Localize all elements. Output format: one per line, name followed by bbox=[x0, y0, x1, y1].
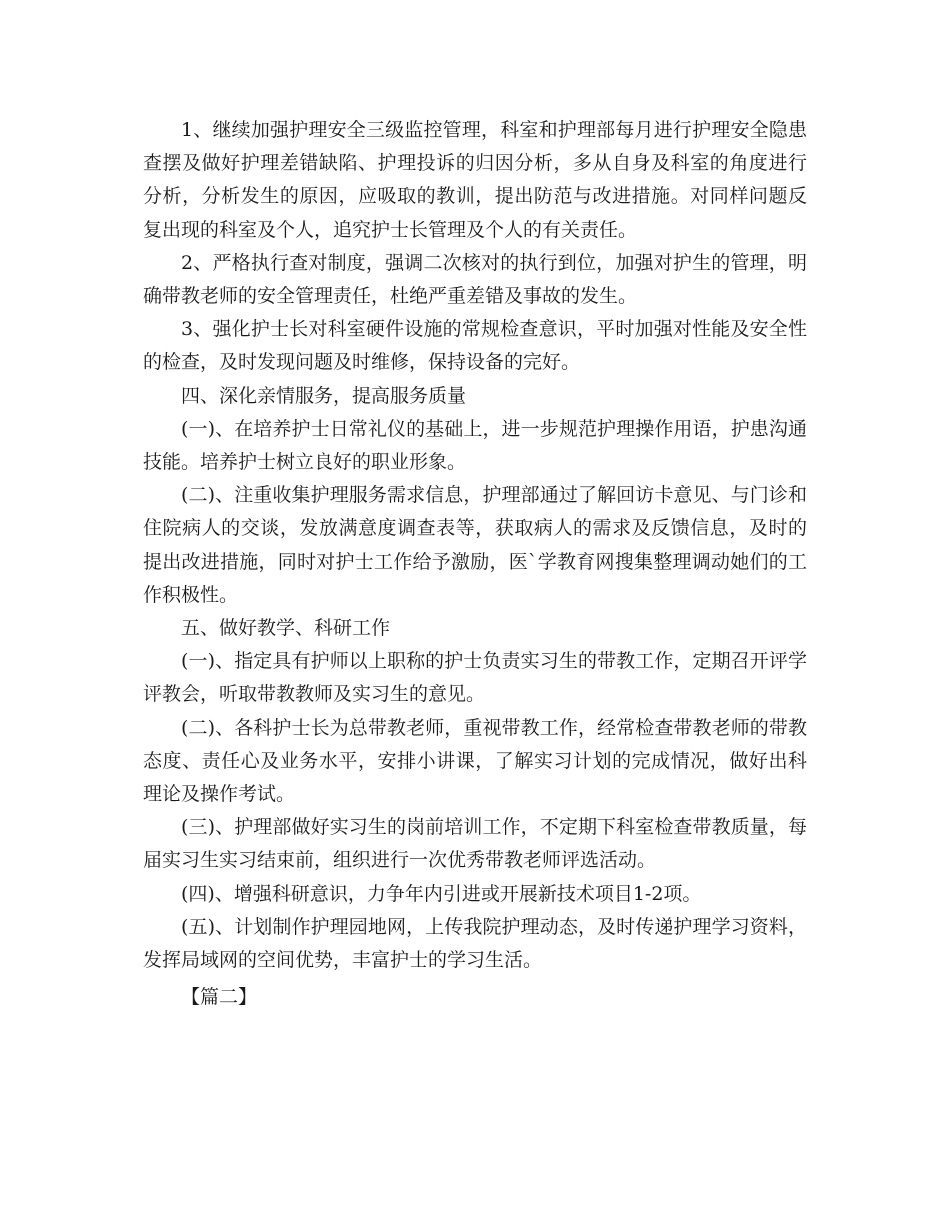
section-label: 【篇二】 bbox=[181, 986, 258, 1009]
paragraph-5-3: (三)、护理部做好实习生的岗前培训工作，不定期下科室检查带教质量，每届实习生实习结束前，组织进行一次优秀带教老师评选活动。 bbox=[143, 816, 807, 872]
paragraph-5-4: (四)、增强科研意识，力争年内引进或开展新技术项目1-2项。 bbox=[181, 882, 702, 905]
paragraph-5-1: (一)、指定具有护师以上职称的护士负责实习生的带教工作，定期召开评学评教会，听取带教教师及实习生的意见。 bbox=[143, 650, 807, 706]
section-heading-5: 五、做好教学、科研工作 bbox=[181, 617, 391, 640]
paragraph-3: 3、强化护士长对科室硬件设施的常规检查意识，平时加强对性能及安全性的检查，及时发现问题及时维修，保持设备的完好。 bbox=[143, 318, 807, 374]
paragraph-1: 1、继续加强护理安全三级监控管理，科室和护理部每月进行护理安全隐患查摆及做好护理差错缺陷、护理投诉的归因分析，多从自身及科室的角度进行分析，分析发生的原因，应吸取的教训，提出防范与改进措施。对同样问题反复出现的科室及个人，追究护士长管理及个人的有关责任。 bbox=[143, 119, 807, 241]
paragraph-5-5: (五)、计划制作护理园地网，上传我院护理动态，及时传递护理学习资料，发挥局域网的空间优势，丰富护士的学习生活。 bbox=[143, 915, 807, 972]
paragraph-4-2: (二)、注重收集护理服务需求信息，护理部通过了解回访卡意见、与门诊和住院病人的交谈，发放满意度调查表等，获取病人的需求及反馈信息，及时的提出改进措施，同时对护士工作给予激励，医`学教育网搜集整理调动她们的工作积极性。 bbox=[143, 484, 807, 606]
section-heading-4: 四、深化亲情服务，提高服务质量 bbox=[181, 384, 467, 407]
paragraph-2: 2、严格执行查对制度，强调二次核对的执行到位，加强对护生的管理，明确带教老师的安全管理责任，杜绝严重差错及事故的发生。 bbox=[143, 251, 807, 308]
paragraph-5-2: (二)、各科护士长为总带教老师，重视带教工作，经常检查带教老师的带教态度、责任心及业务水平，安排小讲课，了解实习计划的完成情况，做好出科理论及操作考试。 bbox=[143, 716, 807, 806]
paragraph-4-1: (一)、在培养护士日常礼仪的基础上，进一步规范护理操作用语，护患沟通技能。培养护士树立良好的职业形象。 bbox=[143, 417, 807, 474]
document-page bbox=[143, 114, 807, 1014]
